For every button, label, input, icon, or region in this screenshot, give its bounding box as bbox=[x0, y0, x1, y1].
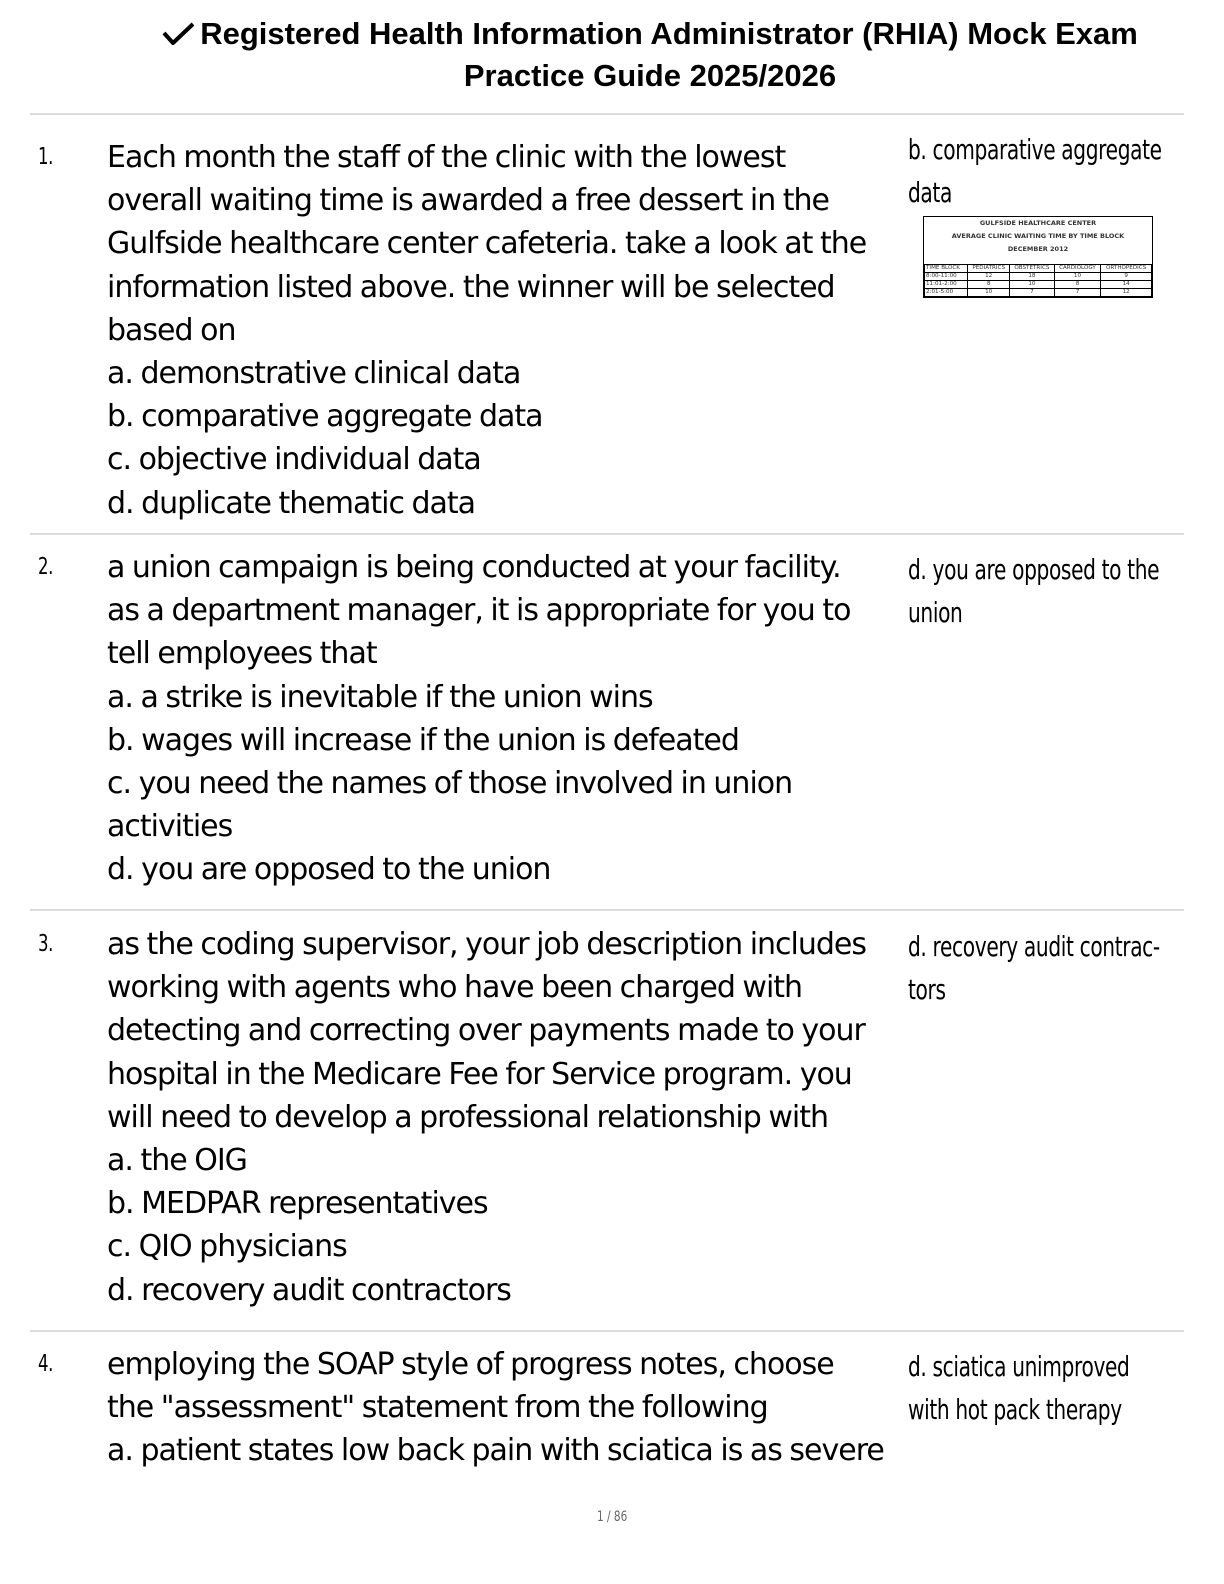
option-b: b. MEDPAR representatives bbox=[107, 1186, 488, 1222]
waiting-time-table bbox=[923, 216, 1153, 298]
page-title bbox=[100, 14, 1200, 95]
option-a: a. a strike is inevitable if the union wins bbox=[107, 679, 653, 715]
question-line: will need to develop a professional relationship with bbox=[107, 1099, 828, 1135]
table-subtitle: AVERAGE CLINIC WAITING TIME BY TIME BLOCK bbox=[951, 232, 1125, 240]
option-c: c. you need the names of those involved in union bbox=[107, 765, 793, 801]
table-row: 8:00-11:00 12 18 10 9 bbox=[925, 273, 1152, 281]
option-d: d. duplicate thematic data bbox=[107, 485, 476, 521]
question-number: 3. bbox=[38, 931, 54, 957]
answer: b. comparative aggregate data bbox=[908, 133, 1162, 209]
table-date: DECEMBER 2012 bbox=[1007, 245, 1069, 253]
question-line: Gulfside healthcare center cafeteria. take a look at the bbox=[107, 226, 867, 262]
answer: d. recovery audit contrac- tors bbox=[908, 930, 1160, 1006]
divider bbox=[30, 1330, 1184, 1332]
option-d: d. recovery audit contractors bbox=[107, 1272, 511, 1308]
table-row: 2:01-5:00 10 7 7 12 bbox=[925, 289, 1152, 297]
table-header-row bbox=[925, 265, 1152, 273]
answer: d. you are opposed to the union bbox=[908, 553, 1160, 629]
question-text bbox=[107, 923, 907, 1312]
option-a: a. patient states low back pain with sciatica is as severe bbox=[107, 1433, 884, 1469]
checkmark-icon bbox=[162, 17, 196, 56]
option-b: b. wages will increase if the union is defeated bbox=[107, 722, 739, 758]
question-line: detecting and correcting over payments made to your bbox=[107, 1013, 865, 1049]
table-header: PEDIATRICS bbox=[968, 265, 1010, 273]
table-row: 11:01-2:00 8 10 8 14 bbox=[925, 281, 1152, 289]
question-number: 1. bbox=[38, 144, 54, 170]
page-indicator: 1 / 86 bbox=[596, 1509, 628, 1525]
divider bbox=[30, 909, 1184, 911]
question-line: the "assessment" statement from the following bbox=[107, 1390, 768, 1426]
table-header: ORTHOPEDICS bbox=[1101, 265, 1152, 273]
question-line: a union campaign is being conducted at your facility. bbox=[107, 550, 841, 585]
question-number: 2. bbox=[38, 554, 54, 580]
table-header: CARDIOLOGY bbox=[1054, 265, 1101, 273]
option-a: a. demonstrative clinical data bbox=[107, 355, 521, 391]
question-line: tell employees that bbox=[107, 636, 377, 672]
question-text bbox=[107, 546, 907, 892]
table-title: GULFSIDE HEALTHCARE CENTER bbox=[979, 219, 1097, 227]
question-line: information listed above. the winner will be selected bbox=[107, 269, 835, 305]
option-a: a. the OIG bbox=[107, 1142, 247, 1178]
question-text bbox=[107, 1343, 907, 1473]
question-line: working with agents who have been charged with bbox=[107, 970, 803, 1006]
question-line: hospital in the Medicare Fee for Service program. you bbox=[107, 1056, 852, 1092]
option-c: c. QIO physicians bbox=[107, 1229, 347, 1265]
question-text bbox=[107, 136, 907, 525]
title-line-1: Registered Health Information Administrator (RHIA) Mock Exam bbox=[100, 14, 1200, 56]
divider bbox=[30, 113, 1184, 115]
divider bbox=[30, 533, 1184, 535]
question-line: based on bbox=[107, 312, 236, 348]
table-header: OBSTETRICS bbox=[1010, 265, 1055, 273]
question-line: Each month the staff of the clinic with the lowest bbox=[107, 140, 786, 175]
table-header: TIME BLOCK bbox=[925, 265, 968, 273]
title-line-2: Practice Guide 2025/2026 bbox=[463, 58, 837, 93]
question-line: employing the SOAP style of progress notes, choose bbox=[107, 1347, 834, 1382]
question-line: as the coding supervisor, your job description includes bbox=[107, 927, 867, 962]
question-line: overall waiting time is awarded a free dessert in the bbox=[107, 183, 830, 219]
option-c: c. objective individual data bbox=[107, 442, 481, 478]
option-d: d. you are opposed to the union bbox=[107, 852, 551, 888]
question-number: 4. bbox=[38, 1351, 54, 1377]
table-grid bbox=[924, 264, 1152, 297]
answer: d. sciatica unimproved with hot pack therapy bbox=[908, 1350, 1130, 1426]
option-b: b. comparative aggregate data bbox=[107, 399, 543, 435]
question-line: as a department manager, it is appropriate for you to bbox=[107, 593, 851, 629]
option-c-cont: activities bbox=[107, 809, 233, 845]
